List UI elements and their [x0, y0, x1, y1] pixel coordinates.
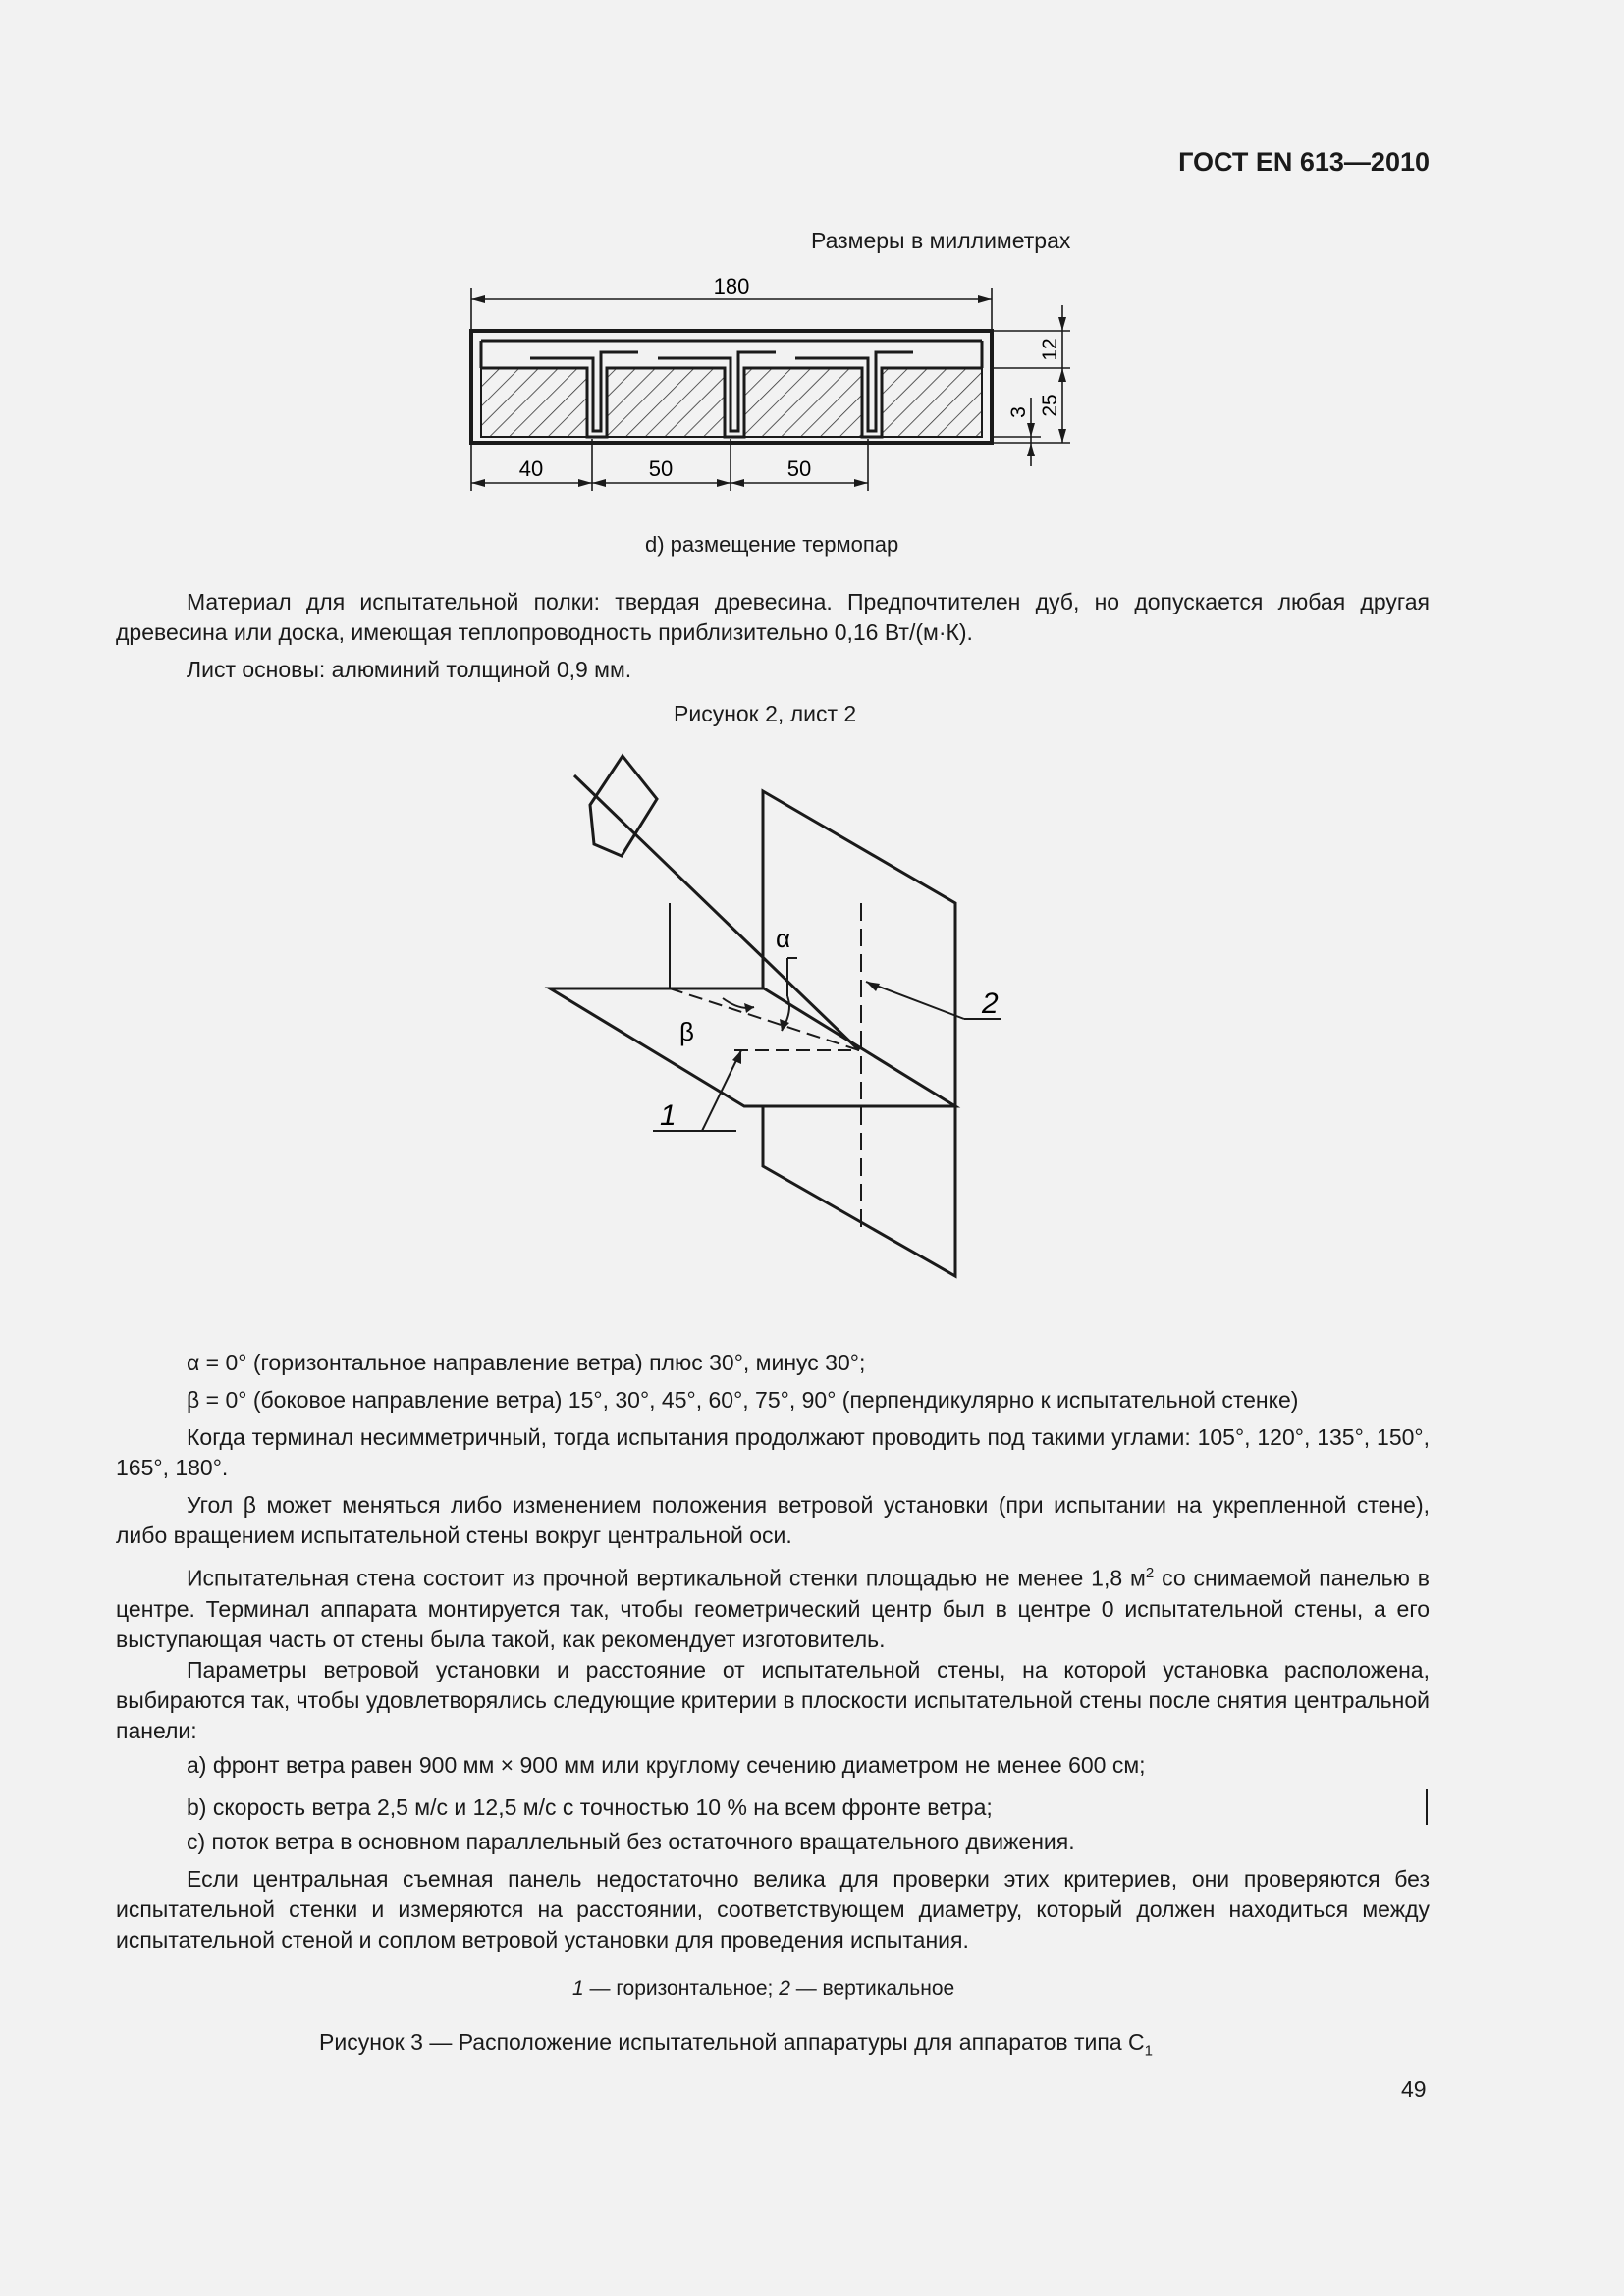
beta-definition: β = 0° (боковое направление ветра) 15°, 30°, 45°, 60°, 75°, 90° (перпендикулярно к испытательной стенке) [187, 1387, 1299, 1413]
dim-40: 40 [518, 456, 544, 481]
dim-50-a: 50 [648, 456, 674, 481]
label-1: 1 [660, 1099, 677, 1132]
figure-d-caption: d) размещение термопар [645, 532, 899, 557]
figure-legend: 1 — горизонтальное; 2 — вертикальное [572, 1977, 955, 2000]
dim-180: 180 [713, 274, 750, 298]
page-number: 49 [1401, 2076, 1427, 2102]
change-bar [1426, 1789, 1428, 1825]
test-wall-paragraph: Испытательная стена состоит из прочной вертикальной стенки площадью не менее 1,8 $м^2$ со снимаемой панелью в центре. Терминал аппарата монтируется так, чтобы геометрический центр был в центре 0 испытательной стены, а его выступающая часть от стены была такой, как рекомендует изготовитель. [116, 1565, 1431, 1652]
figure-3-caption: Рисунок 3 — Расположение испытательной аппаратуры для аппаратов типа $С_1$ [319, 2029, 1153, 2059]
dim-12: 12 [1039, 338, 1061, 361]
dim-50-b: 50 [786, 456, 812, 481]
dim-3: 3 [1007, 406, 1030, 418]
criterion-b: b) скорость ветра 2,5 м/с и 12,5 м/с с точностью 10 % на всем фронте ветра; [187, 1794, 993, 1820]
alpha-symbol: α [776, 924, 791, 953]
base-sheet-paragraph: Лист основы: алюминий толщиной 0,9 мм. [187, 657, 632, 682]
beta-symbol: β [679, 1017, 694, 1046]
units-note: Размеры в миллиметрах [811, 228, 1071, 253]
document-header: ГОСТ EN 613—2010 [1178, 147, 1430, 177]
figure-2-caption: Рисунок 2, лист 2 [674, 701, 857, 726]
test-setup-drawing [530, 746, 1041, 1296]
criterion-c: c) поток ветра в основном параллельный без остаточного вращательного движения. [187, 1829, 1075, 1854]
parameters-paragraph: Параметры ветровой установки и расстояние от испытательной стены, на которой установка расположена, выбираются так, чтобы удовлетворялись следующие критерии в плоскости испытательной стены после снятия центральной панели: [116, 1657, 1430, 1743]
central-panel-paragraph: Если центральная съемная панель недостаточно велика для проверки этих критериев, они проверяются без испытательной стенки и измеряются на расстоянии, соответствующем диаметру, который должен находиться между испытательной стеной и соплом ветровой установки для проведения испытания. [116, 1866, 1430, 1952]
criterion-a: a) фронт ветра равен 900 мм × 900 мм или круглому сечению диаметром не менее 600 см; [187, 1752, 1146, 1778]
thermocouple-drawing [461, 270, 1090, 506]
dim-25: 25 [1039, 394, 1061, 417]
asymmetric-paragraph: Когда терминал несимметричный, тогда испытания продолжают проводить под такими углами: 105°, 120°, 135°, 150°, 165°, 180°. [116, 1424, 1430, 1480]
alpha-definition: α = 0° (горизонтальное направление ветра) плюс 30°, минус 30°; [187, 1350, 866, 1375]
material-paragraph: Материал для испытательной полки: твердая древесина. Предпочтителен дуб, но допускается любая другая древесина или доска, имеющая теплопроводность приблизительно 0,16 Вт/(м·К). [116, 589, 1430, 645]
label-2: 2 [982, 988, 999, 1020]
angle-beta-paragraph: Угол β может меняться либо изменением положения ветровой установки (при испытании на укрепленной стене), либо вращением испытательной стены вокруг центральной оси. [116, 1492, 1430, 1548]
